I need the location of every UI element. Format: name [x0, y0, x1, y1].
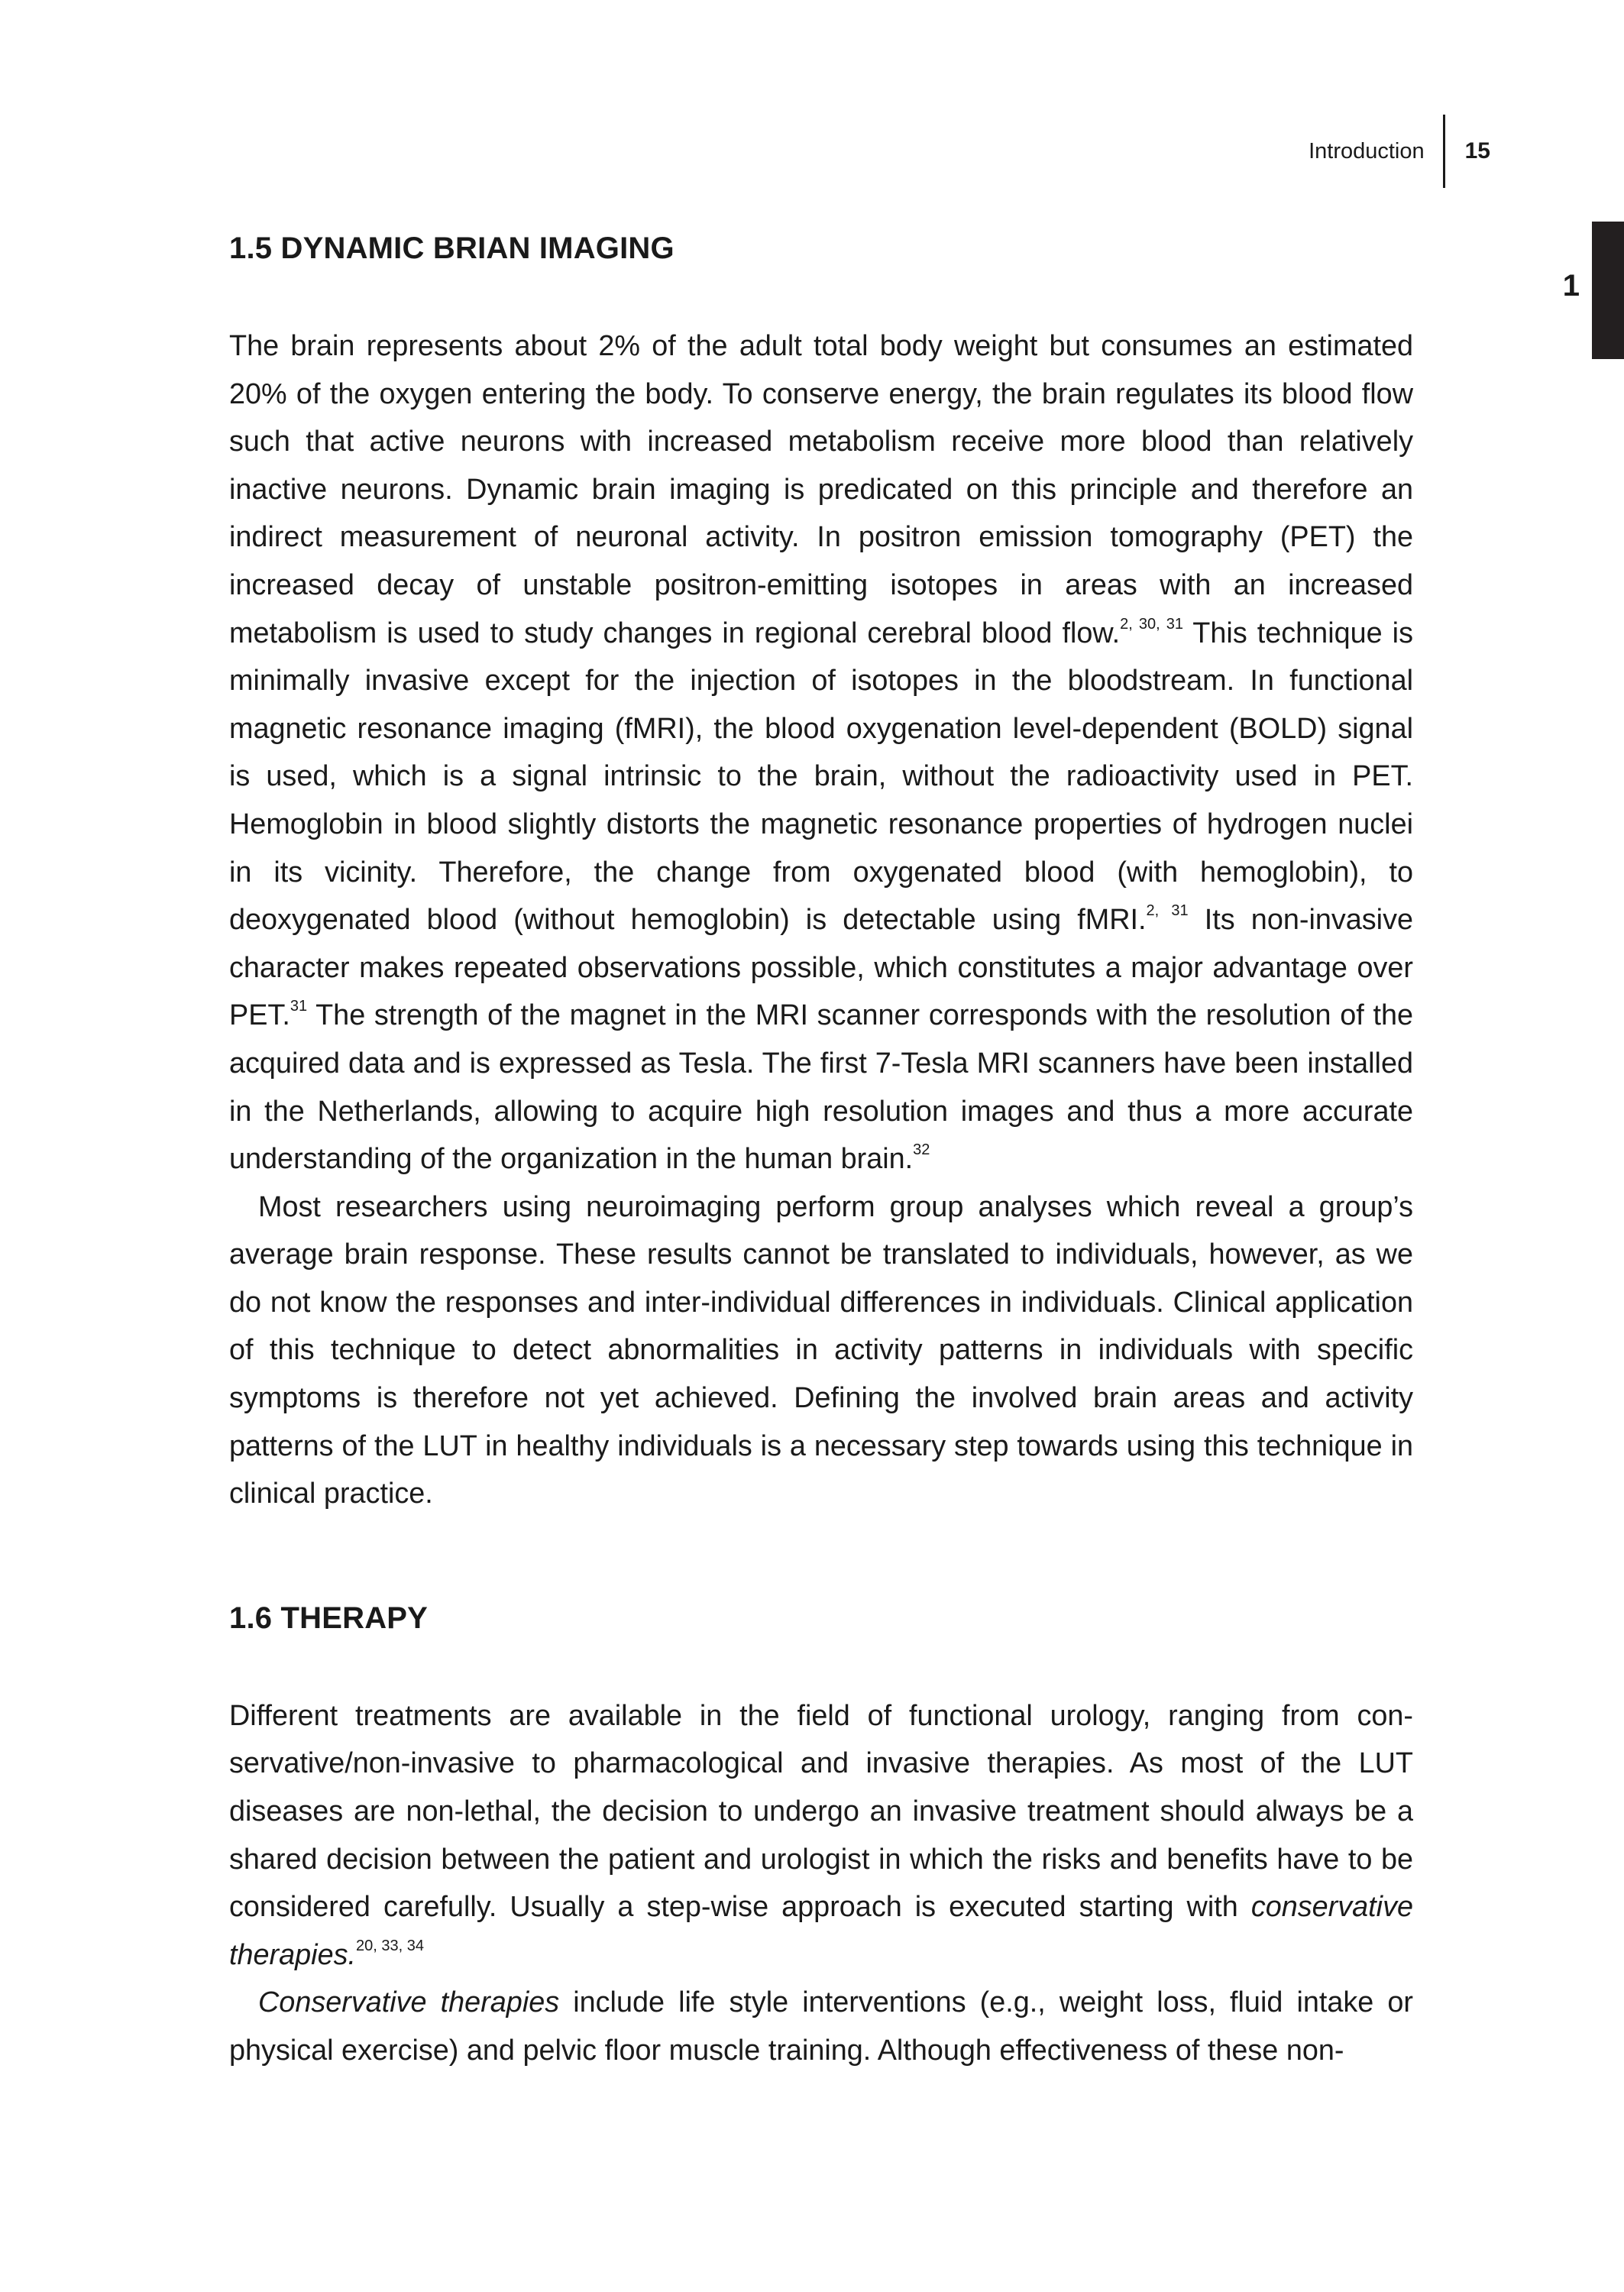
chapter-thumb-tab: [1592, 222, 1624, 359]
citation-superscript: 20, 33, 34: [356, 1937, 424, 1954]
emphasis-text: Conservative therapies: [258, 1986, 560, 2019]
paragraph-text: The brain represents about 2% of the adult total body weight but consumes an estimated 20% of the oxygen entering the body. To conserve energy, the brain regulates its blood flow such that active neurons with increased metabolism receive more blood than relatively inactive neurons. Dynamic brain imaging is predicated on this principle and therefore an indirect measurement of neuronal activity. In positron emission tomography (PET) the increased decay of unstable positron-emitting isotopes in areas with an increased metabolism is used to study changes in regional cerebral blood flow.: [229, 330, 1413, 649]
citation-superscript: 2, 30, 31: [1120, 615, 1183, 633]
section-heading-therapy: 1.6 THERAPY: [229, 1601, 429, 1635]
citation-superscript: 2, 31: [1146, 902, 1189, 920]
paragraph-therapy-2: [229, 1979, 1413, 2074]
citation-superscript: 31: [290, 998, 308, 1015]
paragraph-text: include life style interventions (e.g., weight loss, fluid intake or physical exercise) and pelvic floor muscle training. Although effectiveness of these non-: [229, 1986, 1413, 2067]
page-number: 15: [1464, 138, 1490, 163]
paragraph-text: Different treatments are available in the field of functional urology, ranging from conservative/non-invasive to pharmacological and invasive therapies. As most of the LUT diseases are non-lethal, the decision to undergo an invasive treatment should always be a shared decision between the patient and urologist in which the risks and benefits have to be considered carefully. Usually a step-wise approach is executed starting with: [229, 1699, 1413, 1924]
running-head: [1309, 115, 1490, 188]
page-content: [229, 214, 1413, 2075]
paragraph-text: This technique is minimally invasive except for the injection of isotopes in the bloodstream. In functional magnetic resonance imaging (fMRI), the blood oxygenation level-dependent (BOLD) signal is used, which is a signal intrinsic to the brain, without the radioactivity used in PET. Hemoglobin in blood slightly distorts the magnetic resonance properties of hydrogen nuclei in its vicinity. Therefore, the change from oxygenated blood (with hemoglobin), to deoxygenated blood (without hemoglobin) is detectable using fMRI.: [229, 617, 1413, 937]
paragraph-text: The strength of the magnet in the MRI scanner corresponds with the resolution of the acquired data and is expressed as Tesla. The first 7-Tesla MRI scanners have been installed in the Netherlands, allowing to acquire high resolution images and thus a more accurate understanding of the organization in the human brain.: [229, 999, 1413, 1176]
citation-superscript: 32: [913, 1141, 930, 1159]
paragraph-therapy-1: [229, 1692, 1413, 1980]
emphasis-text: conservative therapies.: [229, 1891, 1413, 1971]
running-head-section: Introduction: [1309, 138, 1425, 163]
chapter-number: 1: [1562, 269, 1580, 303]
paragraph-brain-imaging-1: [229, 322, 1413, 1183]
paragraph-brain-imaging-2: Most researchers using neuroimaging perform group analyses which reveal a group’s average brain response. These results cannot be translated to individuals, however, as we do not know the responses and inter-individual differences in individuals. Clinical application of this technique to detect abnormalities in activity patterns in individuals with specific symptoms is therefore not yet achieved. Defining the involved brain areas and activity patterns of the LUT in healthy individuals is a necessary step towards using this technique in clinical practice.: [229, 1190, 1413, 1510]
paragraph-text: Its non-invasive character makes repeated observations possible, which constitutes a major advantage over PET.: [229, 904, 1414, 1032]
section-heading-dynamic-brain-imaging: 1.5 DYNAMIC BRIAN IMAGING: [229, 231, 675, 265]
